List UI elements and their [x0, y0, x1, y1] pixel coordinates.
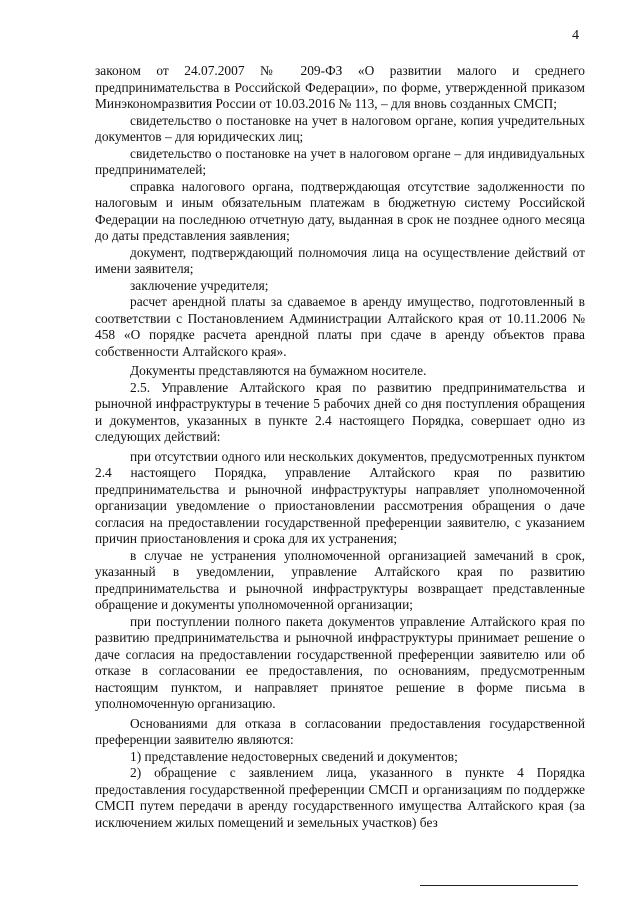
page-number: 4 [572, 28, 579, 43]
paragraph-2: свидетельство о постановке на учет в налоговом органе, копия учредительных документов – для юридических лиц; [95, 112, 585, 144]
paragraph-8: Документы представляются на бумажном носителе. [130, 363, 427, 378]
paragraph-15: 2) обращение с заявлением лица, указанного в пункте 4 Порядка предоставления государственной преференции СМСП и организациям по поддержке СМСП путем передачи в аренду государственного имущества Алтайского края (за исключением жилых помещений и земельных участков) без [95, 765, 585, 830]
paragraph-5: документ, подтверждающий полномочия лица на осуществление действий от имени заявителя; [95, 244, 585, 276]
paragraph-1: законом от 24.07.2007 № 209-ФЗ «О развитии малого и среднего предпринимательства в Российской Федерации», по форме, утвержденной приказом Минэкономразвития России от 10.03.2016 № 113, – для вновь созданных СМСП; [95, 63, 585, 111]
paragraph-7: расчет арендной платы за сдаваемое в аренду имущество, подготовленный в соответствии с Постановлением Администрации Алтайского края от 10.11.2006 № 458 «О порядке расчета арендной платы при сдаче в аренду объектов права собственности Алтайского края». [95, 294, 585, 359]
paragraph-13: Основаниями для отказа в согласовании предоставления государственной преференции заявителю являются: [95, 715, 585, 747]
paragraph-9: 2.5. Управление Алтайского края по развитию предпринимательства и рыночной инфраструктуры в течение 5 рабочих дней со дня поступления обращения и документов, указанных в пункте 2.4 настоящего Порядка, совершает одно из следующих действий: [95, 379, 585, 444]
paragraph-12: при поступлении полного пакета документов управление Алтайского края по развитию предпринимательства и рыночной инфраструктуры принимает решение о даче согласия на предоставлении государственной преференции заявителю или об отказе в согласовании ее предоставления, по основаниям, предусмотренным настоящим пунктом, и направляет принятое решение в форме письма в уполномоченную организацию. [95, 613, 585, 711]
footer-rule [420, 885, 578, 886]
paragraph-10: при отсутствии одного или нескольких документов, предусмотренных пунктом 2.4 настоящего Порядка, управление Алтайского края по развитию предпринимательства и рыночной инфраструктуры направляет уполномоченной организации уведомление о приостановлении рассмотрения обращения о даче согласия на предоставлении государственной преференции заявителю, с указанием причин приостановления и срока для их устранения; [95, 448, 585, 546]
document-body [95, 63, 585, 831]
paragraph-14: 1) представление недостоверных сведений и документов; [130, 748, 458, 764]
paragraph-4: справка налогового органа, подтверждающая отсутствие задолженности по налоговым и иным обязательным платежам в бюджетную систему Российской Федерации на последнюю отчетную дату, выданная в срок не позднее одного месяца до даты представления заявления; [95, 178, 585, 243]
paragraph-3: свидетельство о постановке на учет в налоговом органе – для индивидуальных предпринимателей; [95, 145, 585, 177]
paragraph-11: в случае не устранения уполномоченной организацией замечаний в срок, указанный в уведомлении, управление Алтайского края по развитию предпринимательства и рыночной инфраструктуры возвращает представленные обращение и документы уполномоченной организации; [95, 547, 585, 612]
paragraph-6: заключение учредителя; [130, 277, 269, 293]
